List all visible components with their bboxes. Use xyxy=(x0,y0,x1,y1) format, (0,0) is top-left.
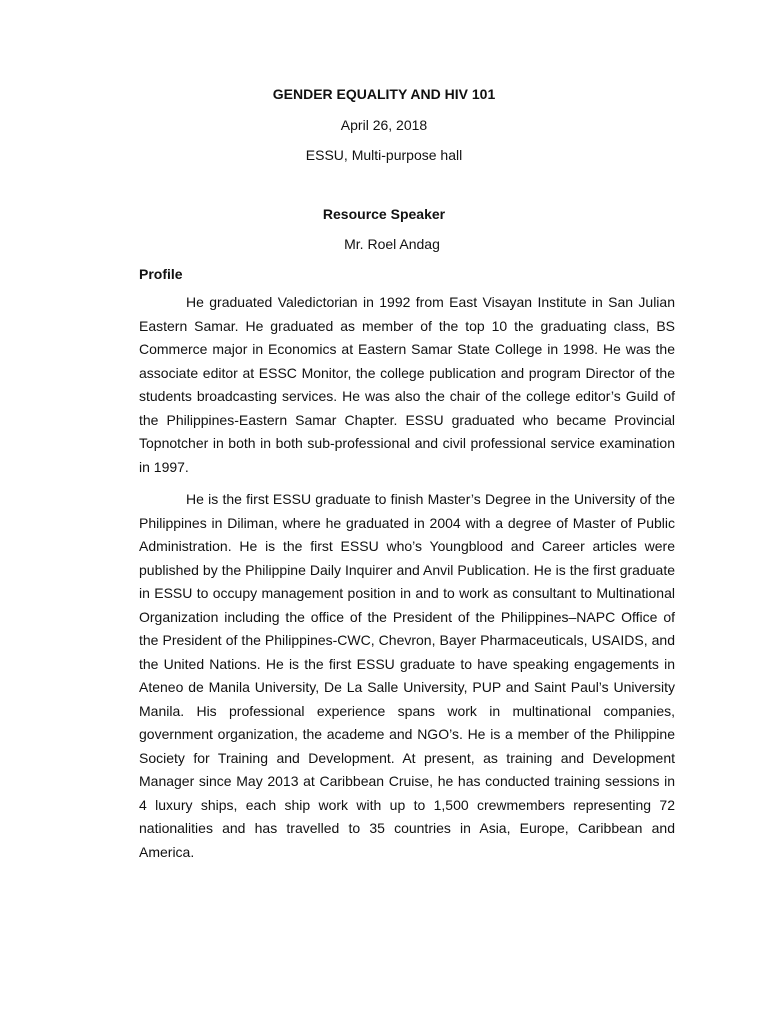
profile-paragraph-1: He graduated Valedictorian in 1992 from East Visayan Institute in San Julian Eastern Samar. He graduated as member of the top 10 the graduating class, BS Commerce major in Economics at Eastern Samar State College in 1998. He was the associate editor at ESSC Monitor, the college publication and program Director of the students broadcasting services. He was also the chair of the college editor’s Guild of the Philippines-Eastern Samar Chapter. ESSU graduated who became Provincial Topnotcher in both in both sub-professional and civil professional service examination in 1997. xyxy=(139,294,675,475)
profile-paragraph-2: He is the first ESSU graduate to finish Master’s Degree in the University of the Philippines in Diliman, where he graduated in 2004 with a degree of Master of Public Administration. He is the first ESSU who’s Youngblood and Career articles were published by the Philippine Daily Inquirer and Anvil Publication. He is the first graduate in ESSU to occupy management position in and to work as consultant to Multinational Organization including the office of the President of the Philippines–NAPC Office of the President of the Philippines-CWC, Chevron, Bayer Pharmaceuticals, USAIDS, and the United Nations. He is the first ESSU graduate to have speaking engagements in Ateneo de Manila University, De La Salle University, PUP and Saint Paul’s University Manila. His professional experience spans work in multinational companies, government organization, the academe and NGO’s. He is a member of the Philippine Society for Training and Development. At present, as training and Development Manager since May 2013 at Caribbean Cruise, he has conducted training sessions in 4 luxury ships, each ship work with up to 1,500 crewmembers representing 72 nationalities and has travelled to 35 countries in Asia, Europe, Caribbean and America. xyxy=(139,491,675,860)
speaker-name: Mr. Roel Andag xyxy=(344,236,440,252)
document-title: GENDER EQUALITY AND HIV 101 xyxy=(272,86,496,102)
event-venue: ESSU, Multi-purpose hall xyxy=(305,147,463,163)
speaker-heading: Resource Speaker xyxy=(322,206,446,222)
event-date: April 26, 2018 xyxy=(340,117,428,133)
profile-heading: Profile xyxy=(139,266,183,282)
